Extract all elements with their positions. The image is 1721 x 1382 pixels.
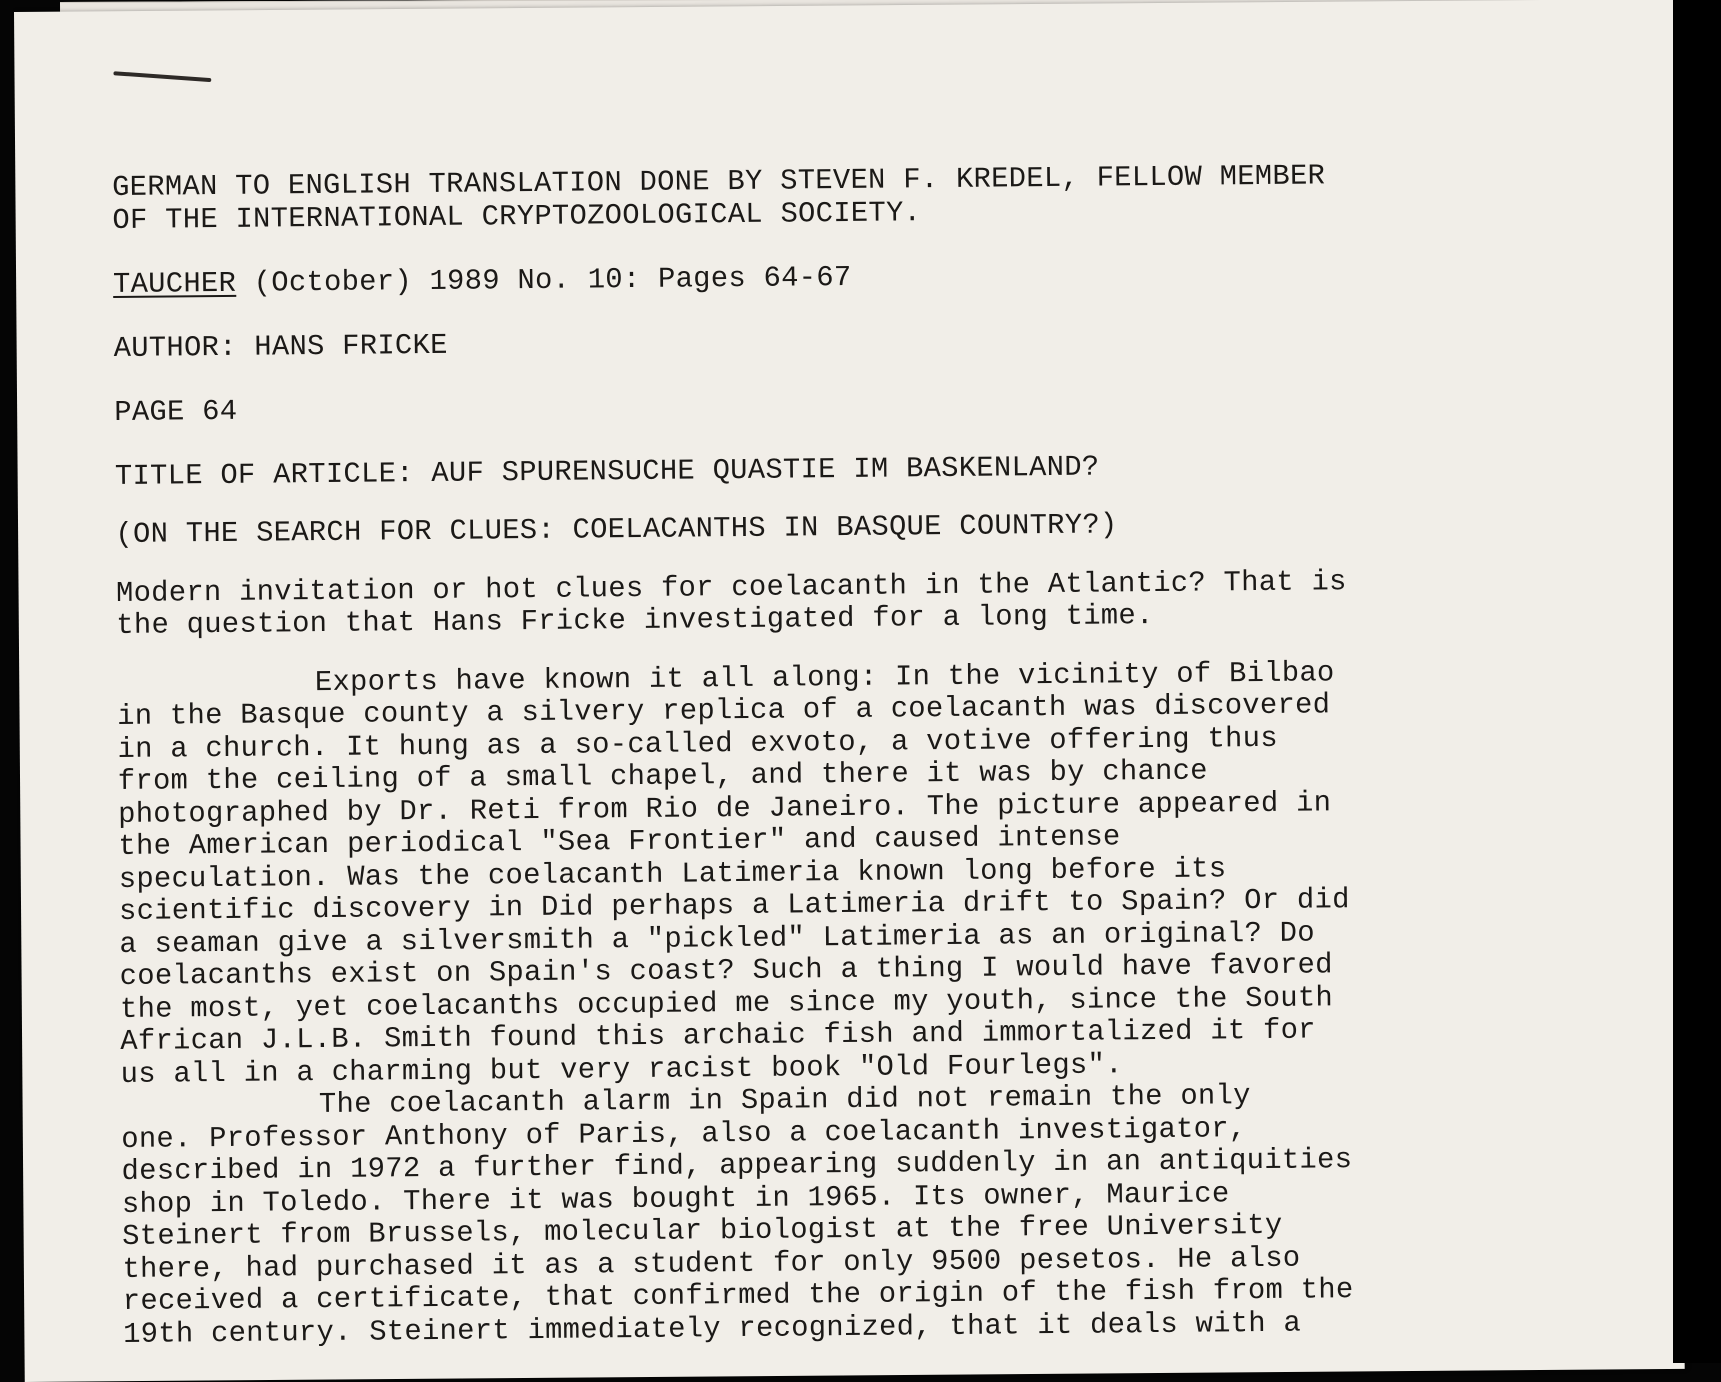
- paragraph-2-line: there, had purchased it as a student for only 9500 pesetos. He also: [122, 1241, 1301, 1286]
- lead-line: Modern invitation or hot clues for coelacanth in the Atlantic? That is: [115, 564, 1347, 610]
- paragraph-1-line: us all in a charming but very racist book "Old Fourlegs".: [120, 1047, 1123, 1091]
- translation-text: [112, 157, 1643, 1351]
- paragraph-1-line: African J.L.B. Smith found this archaic fish and immortalized it for: [120, 1013, 1316, 1058]
- paragraph-1-line: photographed by Dr. Reti from Rio de Janeiro. The picture appeared in: [118, 785, 1332, 831]
- paragraph-2-line: 19th century. Steinert immediately recognized, that it deals with a: [122, 1306, 1302, 1351]
- lead-line: the question that Hans Fricke investigated for a long time.: [116, 599, 1154, 642]
- pen-mark: [113, 71, 211, 82]
- paragraph-1-line: a seaman give a silversmith a "pickled" Latimeria as an original? Do: [119, 915, 1316, 961]
- author-line: AUTHOR: HANS FRICKE: [113, 328, 448, 365]
- paragraph-1-line: the American periodical "Sea Frontier" and caused intense: [118, 820, 1121, 863]
- header-line-2: OF THE INTERNATIONAL CRYPTOZOOLOGICAL SOCIETY.: [112, 195, 922, 237]
- header-line-1: GERMAN TO ENGLISH TRANSLATION DONE BY STEVEN F. KREDEL, FELLOW MEMBER: [111, 159, 1326, 204]
- paragraph-2-first-line: The coelacanth alarm in Spain did not remain the only: [318, 1079, 1251, 1122]
- paragraph-1-line: the most, yet coelacanths occupied me since my youth, since the South: [119, 980, 1334, 1026]
- paragraph-1-line: coelacanths exist on Spain's coast? Such a thing I would have favored: [119, 948, 1333, 993]
- paragraph-1-line: in a church. It hung as a so-called exvoto, a votive offering thus: [117, 721, 1278, 766]
- paragraph-1-line: in the Basque county a silvery replica of a coelacanth was discovered: [117, 688, 1331, 733]
- background-edge: [1673, 0, 1721, 1363]
- paragraph-2-line: received a certificate, that confirmed the origin of the fish from the: [122, 1273, 1354, 1318]
- article-title: TITLE OF ARTICLE: AUF SPURENSUCHE QUASTIE IM BASKENLAND?: [114, 450, 1100, 493]
- paragraph-1-line: scientific discovery in Did perhaps a Latimeria drift to Spain? Or did: [118, 883, 1350, 928]
- page-number: PAGE 64: [114, 394, 238, 429]
- paragraph-2-line: shop in Toledo. There it was bought in 1965. Its owner, Maurice: [121, 1176, 1230, 1221]
- paragraph-2-line: one. Professor Anthony of Paris, also a coelacanth investigator,: [121, 1111, 1247, 1156]
- article-title-translation: (ON THE SEARCH FOR CLUES: COELACANTHS IN BASQUE COUNTRY?): [115, 508, 1118, 551]
- paragraph-1-line: speculation. Was the coelacanth Latimeria known long before its: [118, 851, 1227, 896]
- citation-details: (October) 1989 No. 10: Pages 64-67: [235, 260, 852, 300]
- paragraph-2-line: Steinert from Brussels, molecular biologist at the free University: [122, 1208, 1283, 1253]
- paragraph-1-line: from the ceiling of a small chapel, and there it was by chance: [117, 754, 1208, 798]
- paragraph-1-first-line: Exports have known it all along: In the vicinity of Bilbao: [314, 655, 1335, 699]
- journal-name: TAUCHER: [112, 266, 237, 301]
- paragraph-2-line: described in 1972 a further find, appearing suddenly in an antiquities: [121, 1143, 1353, 1188]
